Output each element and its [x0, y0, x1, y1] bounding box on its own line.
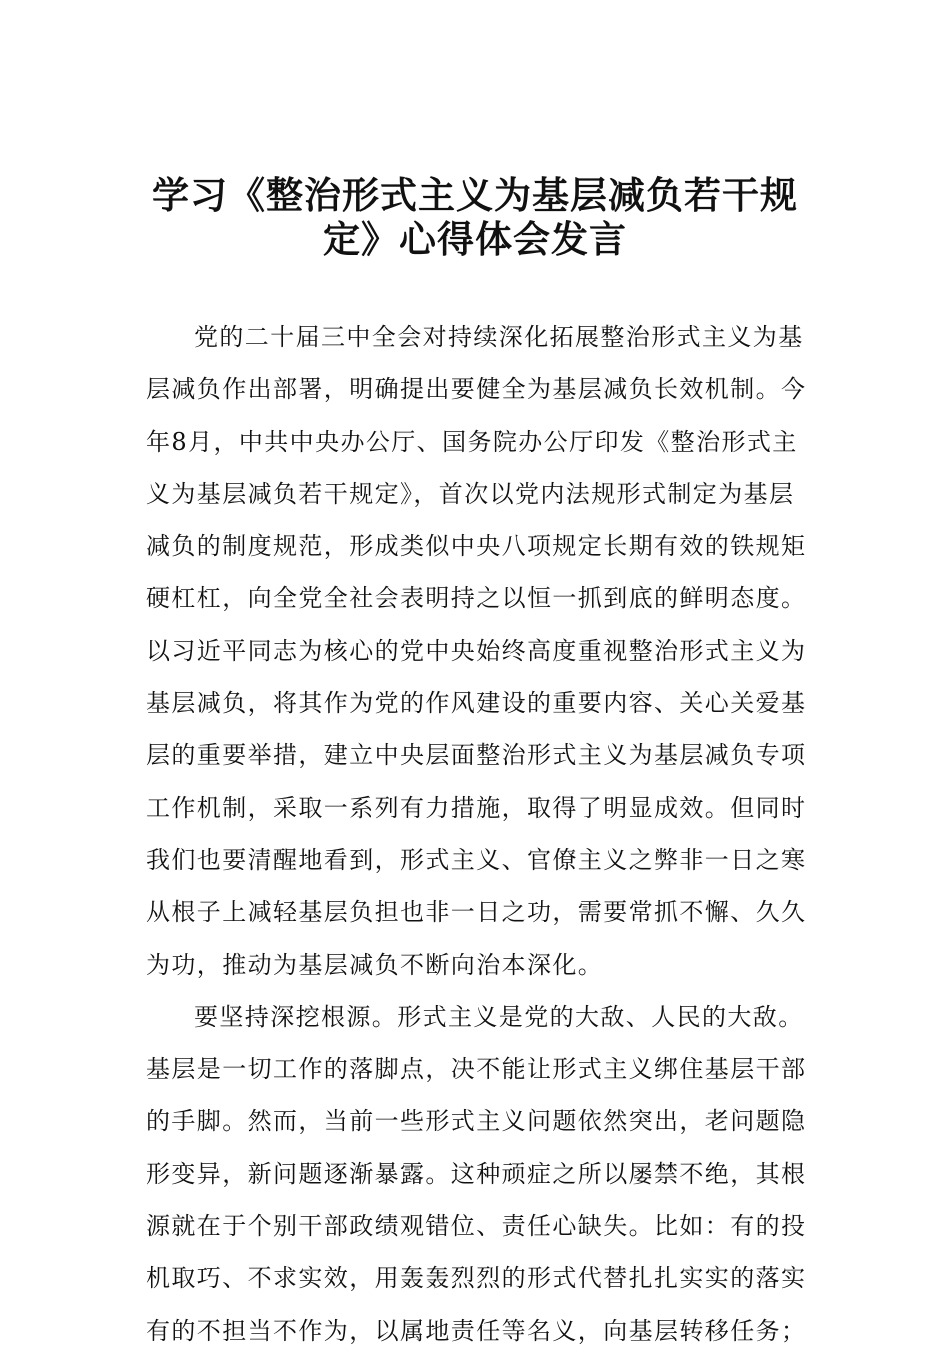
paragraph-line: 工作机制，采取一系列有力措施，取得了明显成效。但同时 [146, 793, 807, 822]
paragraph-line: 基层减负，将其作为党的作风建设的重要内容、关心关爱基 [146, 689, 807, 718]
paragraph-line: 形变异，新问题逐渐暴露。这种顽症之所以屡禁不绝，其根 [146, 1159, 807, 1188]
paragraph-line: 层的重要举措，建立中央层面整治形式主义为基层减负专项 [146, 741, 807, 770]
paragraph-line: 义为基层减负若干规定》，首次以党内法规形式制定为基层 [146, 479, 795, 508]
paragraph-2 [146, 991, 810, 1357]
paragraph-line: 要坚持深挖根源。形式主义是党的大敌、人民的大敌。 [194, 1002, 804, 1031]
paragraph-line: 从根子上减轻基层负担也非一日之功，需要常抓不懈、久久 [146, 898, 807, 927]
paragraph-line: 硬杠杠，向全党全社会表明持之以恒一抓到底的鲜明态度。 [146, 584, 807, 613]
paragraph-line: 有的不担当不作为，以属地责任等名义，向基层转移任务； [146, 1316, 807, 1345]
document-title-line-1: 学习《整治形式主义为基层减负若干规 [152, 174, 798, 217]
paragraph-line: 机取巧、不求实效，用轰轰烈烈的形式代替扎扎实实的落实 [146, 1264, 807, 1293]
paragraph-line: 年8月，中共中央办公厅、国务院办公厅印发《整治形式主 [146, 427, 798, 456]
paragraph-line: 以习近平同志为核心的党中央始终高度重视整治形式主义为 [146, 636, 807, 665]
paragraph-line: 源就在于个别干部政绩观错位、责任心缺失。比如：有的投 [146, 1212, 807, 1241]
paragraph-1 [146, 311, 810, 991]
paragraph-line: 我们也要清醒地看到，形式主义、官僚主义之弊非一日之寒 [146, 845, 807, 874]
paragraph-line: 基层是一切工作的落脚点，决不能让形式主义绑住基层干部 [146, 1055, 807, 1084]
document-body [146, 311, 810, 1357]
paragraph-line: 党的二十届三中全会对持续深化拓展整治形式主义为基 [194, 323, 804, 351]
paragraph-line: 的手脚。然而，当前一些形式主义问题依然突出，老问题隐 [146, 1107, 807, 1136]
paragraph-line: 减负的制度规范，形成类似中央八项规定长期有效的铁规矩 [146, 532, 807, 561]
paragraph-line: 层减负作出部署，明确提出要健全为基层减负长效机制。今 [146, 375, 807, 404]
paragraph-line: 为功，推动为基层减负不断向治本深化。 [146, 950, 604, 979]
document-title-line-2: 定》心得体会发言 [323, 218, 627, 261]
